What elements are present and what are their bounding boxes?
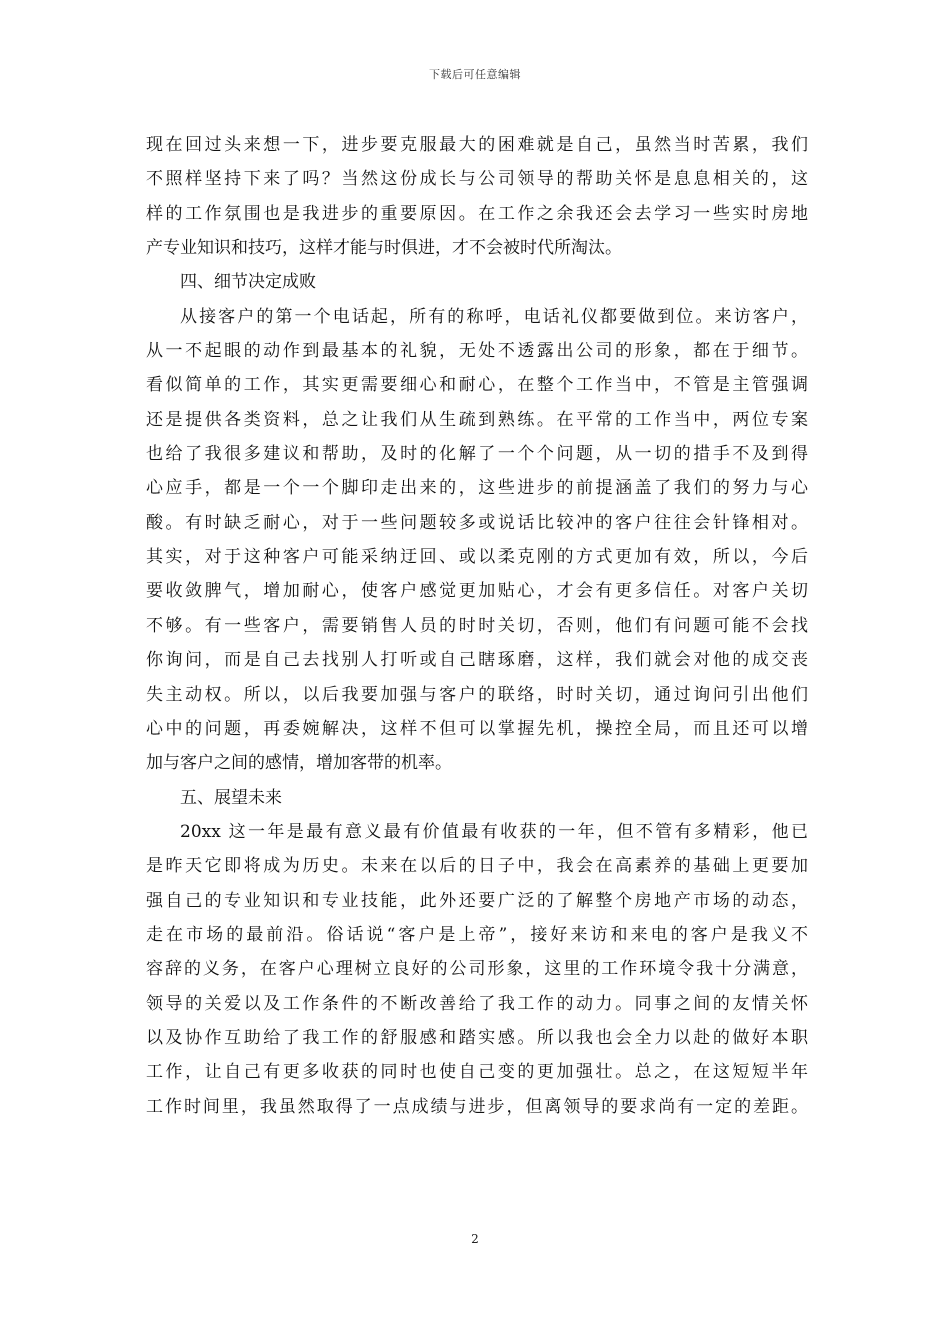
text-line: 工作，让自己有更多收获的同时也使自己变的更加强壮。总之，在这短短半年 <box>146 1062 808 1083</box>
text-line: 也给了我很多建议和帮助，及时的化解了一个个问题，从一切的措手不及到得 <box>146 444 808 465</box>
text-line: 工作时间里，我虽然取得了一点成绩与进步，但离领导的要求尚有一定的差距。 <box>146 1096 808 1117</box>
text-line: 四、细节决定成败 <box>180 272 316 293</box>
text-line: 不够。有一些客户，需要销售人员的时时关切，否则，他们有问题可能不会找 <box>146 615 808 636</box>
text-line: 其实，对于这种客户可能采纳迂回、或以柔克刚的方式更加有效，所以，今后 <box>146 547 808 568</box>
text-line: 酸。有时缺乏耐心，对于一些问题较多或说话比较冲的客户往往会针锋相对。 <box>146 512 808 533</box>
body-text <box>146 128 808 1124</box>
text-line: 从一不起眼的动作到最基本的礼貌，无处不透露出公司的形象，都在于细节。 <box>146 341 808 362</box>
text-line: 走在市场的最前沿。俗话说“客户是上帝”，接好来访和来电的客户是我义不 <box>146 924 808 945</box>
text-line: 以及协作互助给了我工作的舒服感和踏实感。所以我也会全力以赴的做好本职 <box>146 1027 808 1048</box>
text-line: 看似简单的工作，其实更需要细心和耐心，在整个工作当中，不管是主管强调 <box>146 375 808 396</box>
page-number: 2 <box>471 1232 479 1246</box>
text-line: 你询问，而是自己去找别人打听或自己瞎琢磨，这样，我们就会对他的成交丧 <box>146 650 808 671</box>
text-line: 还是提供各类资料，总之让我们从生疏到熟练。在平常的工作当中，两位专案 <box>146 409 808 430</box>
text-line: 从接客户的第一个电话起，所有的称呼，电话礼仪都要做到位。来访客户， <box>180 306 808 327</box>
text-line: 是昨天它即将成为历史。未来在以后的日子中，我会在高素养的基础上更要加 <box>146 856 808 877</box>
text-line: 失主动权。所以，以后我要加强与客户的联络，时时关切，通过询问引出他们 <box>146 684 808 705</box>
text-line: 心中的问题，再委婉解决，这样不但可以掌握先机，操控全局，而且还可以增 <box>146 718 808 739</box>
text-line: 容辞的义务，在客户心理树立良好的公司形象，这里的工作环境令我十分满意， <box>146 959 808 980</box>
text-line: 现在回过头来想一下，进步要克服最大的困难就是自己，虽然当时苦累，我们 <box>146 135 808 155</box>
text-line: 不照样坚持下来了吗？当然这份成长与公司领导的帮助关怀是息息相关的，这 <box>146 169 808 190</box>
text-line: 20xx 这一年是最有意义最有价值最有收获的一年，但不管有多精彩，他已 <box>180 821 808 842</box>
text-line: 心应手，都是一个一个脚印走出来的，这些进步的前提涵盖了我们的努力与心 <box>146 478 808 499</box>
page-header: 下载后可任意编辑 <box>429 68 521 81</box>
text-line: 领导的关爱以及工作条件的不断改善给了我工作的动力。同事之间的友情关怀 <box>146 993 808 1014</box>
text-line: 产专业知识和技巧，这样才能与时俱进，才不会被时代所淘汰。 <box>146 238 622 259</box>
text-line: 要收敛脾气，增加耐心，使客户感觉更加贴心，才会有更多信任。对客户关切 <box>146 581 808 602</box>
text-line: 样的工作氛围也是我进步的重要原因。在工作之余我还会去学习一些实时房地 <box>146 203 808 224</box>
text-line: 强自己的专业知识和专业技能，此外还要广泛的了解整个房地产市场的动态， <box>146 890 808 911</box>
text-line: 加与客户之间的感情，增加客带的机率。 <box>146 753 452 774</box>
text-line: 五、展望未来 <box>180 787 282 808</box>
